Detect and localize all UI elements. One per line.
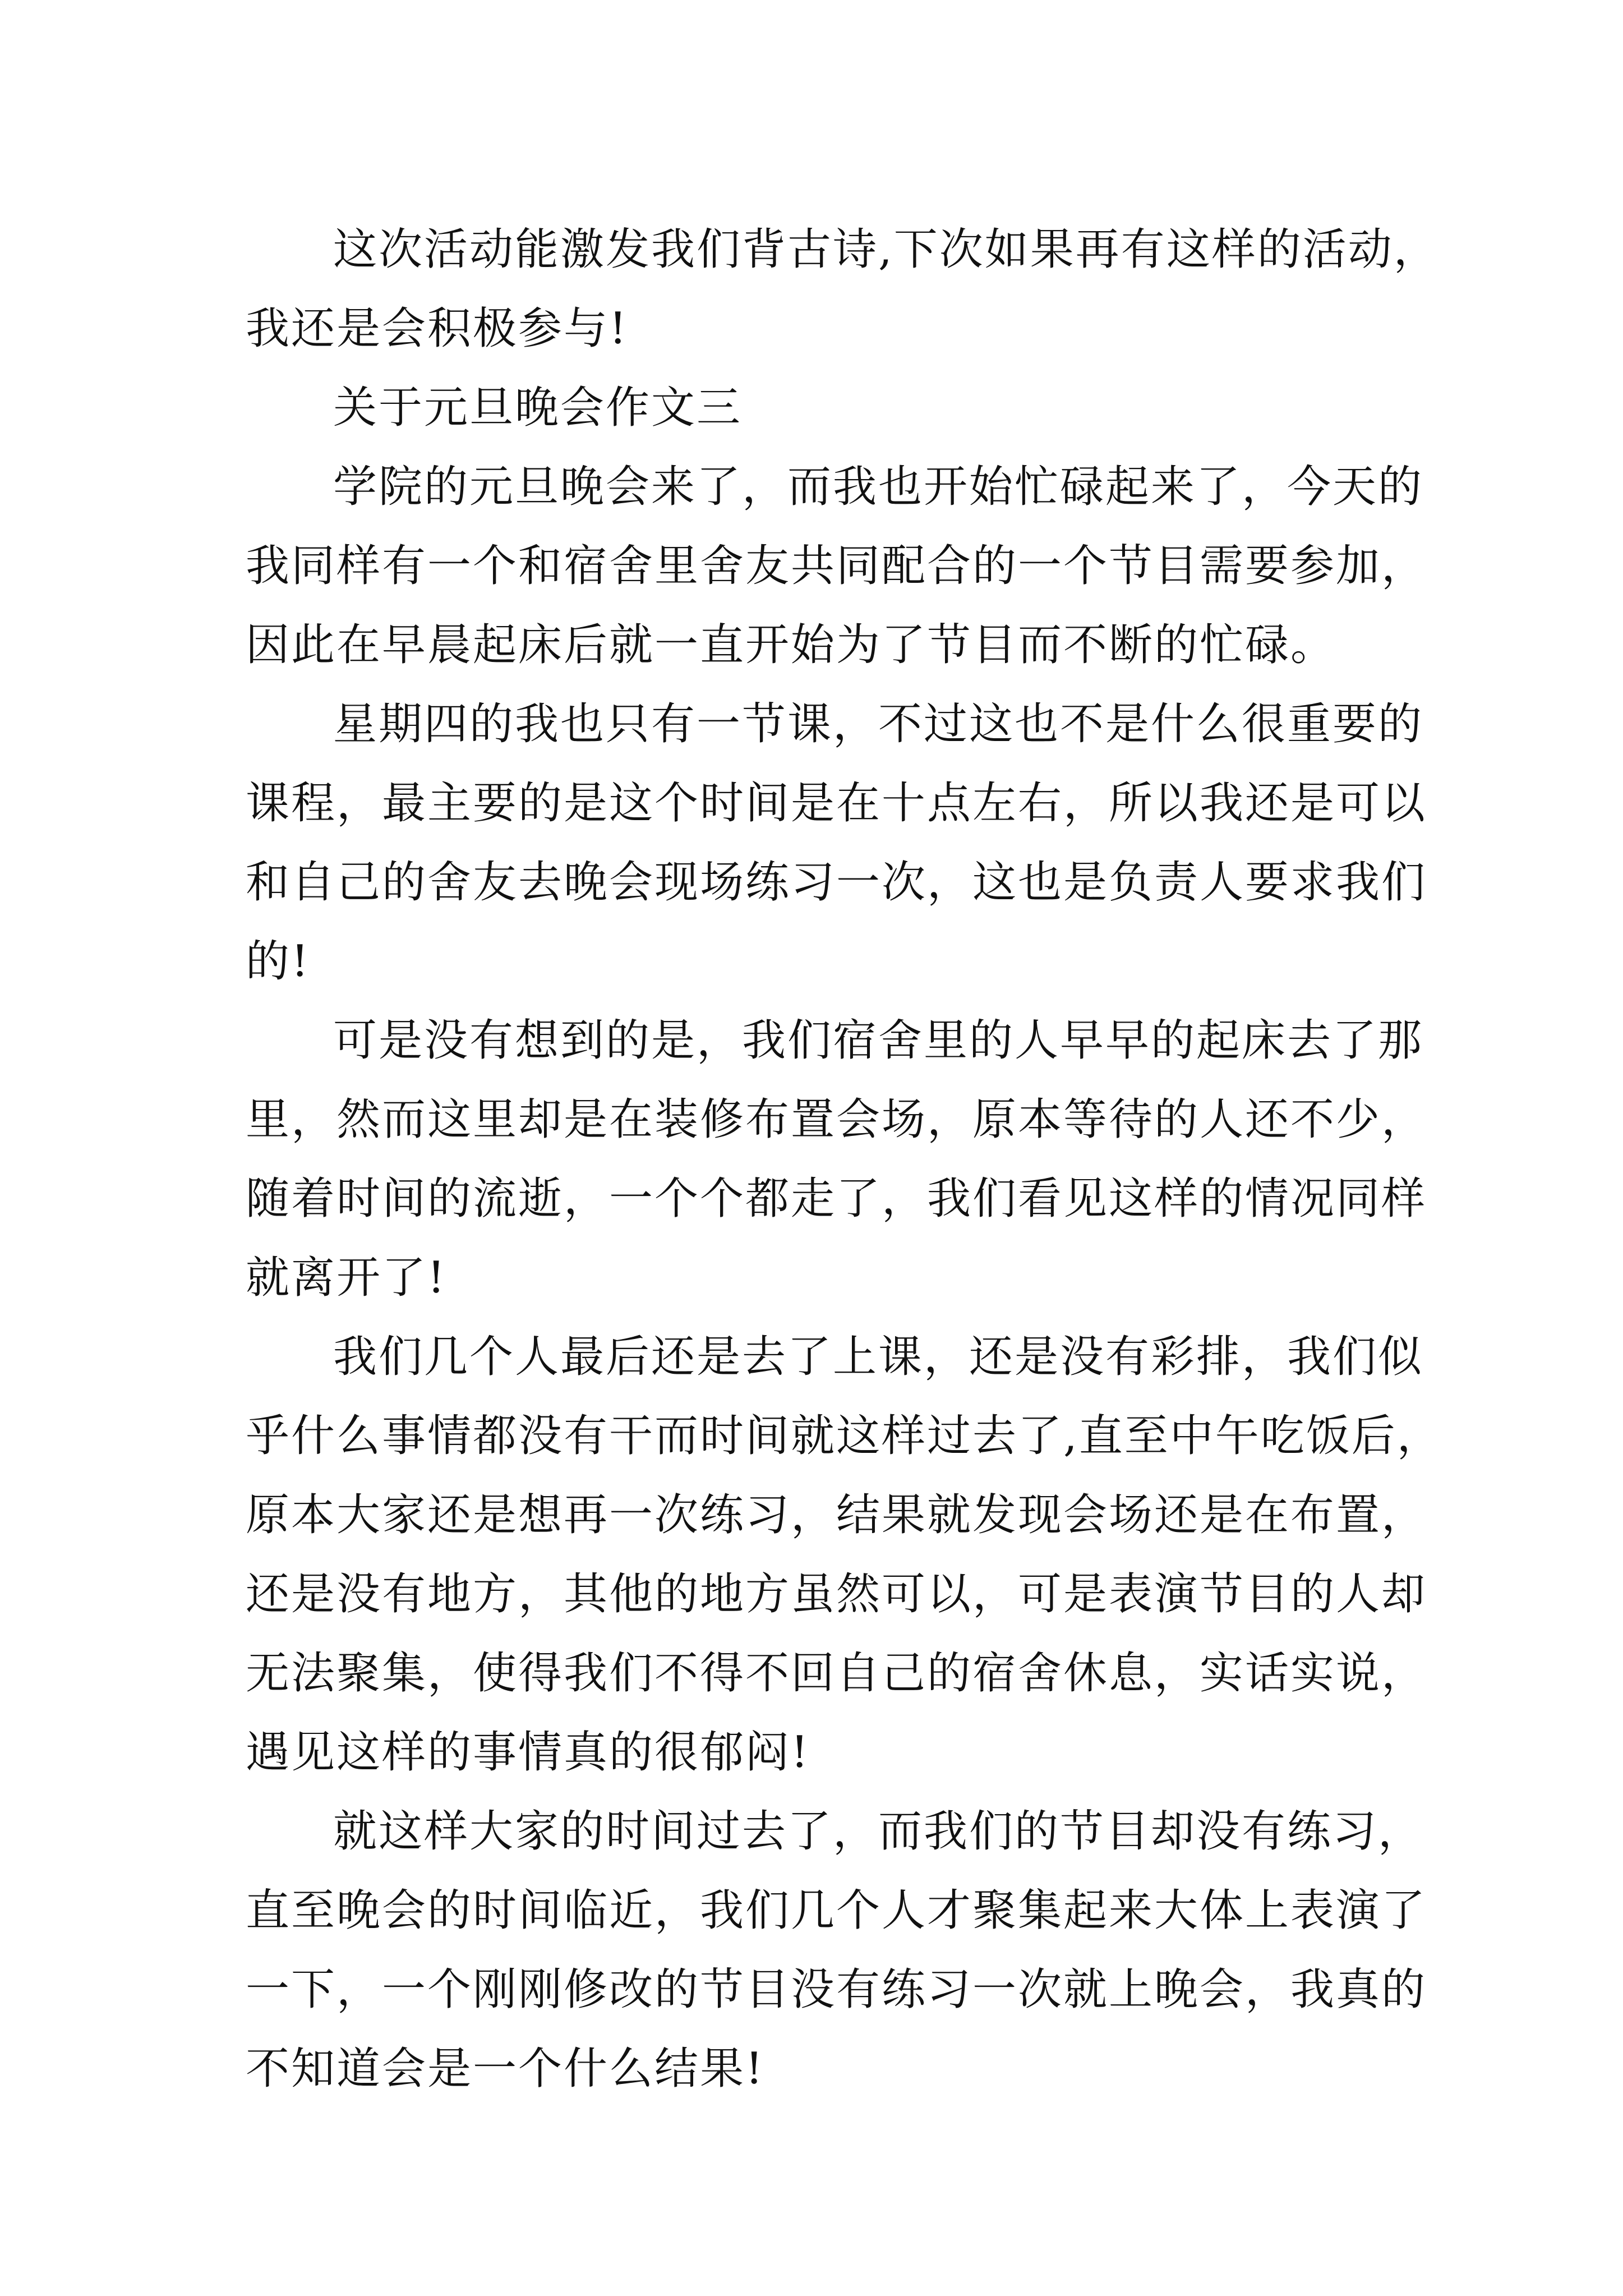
paragraph-4: 可是没有想到的是，我们宿舍里的人早早的起床去了那里，然而这里却是在装修布置会场，原本等待的人还不少，随着时间的流逝，一个个都走了，我们看见这样的情况同样就离开了! <box>246 1015 1427 1303</box>
paragraph-3: 星期四的我也只有一节课，不过这也不是什么很重要的课程，最主要的是这个时间是在十点左右，所以我还是可以和自己的舍友去晚会现场练习一次，这也是负责人要求我们的! <box>246 699 1427 987</box>
section-heading: 关于元旦晚会作文三 <box>333 383 743 433</box>
paragraph-1: 这次活动能激发我们背古诗,下次如果再有这样的活动，我还是会积极参与! <box>246 224 1439 354</box>
paragraph-5: 我们几个人最后还是去了上课，还是没有彩排，我们似乎什么事情都没有干而时间就这样过去了,直至中午吃饭后，原本大家还是想再一次练习，结果就发现会场还是在布置，还是没有地方，其他的地方虽然可以，可是表演节目的人却无法聚集，使得我们不得不回自己的宿舍休息，实话实说，遇见这样的事情真的很郁闷! <box>246 1332 1442 1778</box>
document-body <box>246 210 1446 2109</box>
paragraph-2: 学院的元旦晚会来了，而我也开始忙碌起来了，今天的我同样有一个和宿舍里舍友共同配合的一个节目需要参加，因此在早晨起床后就一直开始为了节目而不断的忙碌。 <box>246 462 1427 670</box>
paragraph-6: 就这样大家的时间过去了，而我们的节目却没有练习，直至晚会的时间临近，我们几个人才聚集起来大体上表演了一下，一个刚刚修改的节目没有练习一次就上晚会，我真的不知道会是一个什么结果! <box>246 1806 1427 2094</box>
